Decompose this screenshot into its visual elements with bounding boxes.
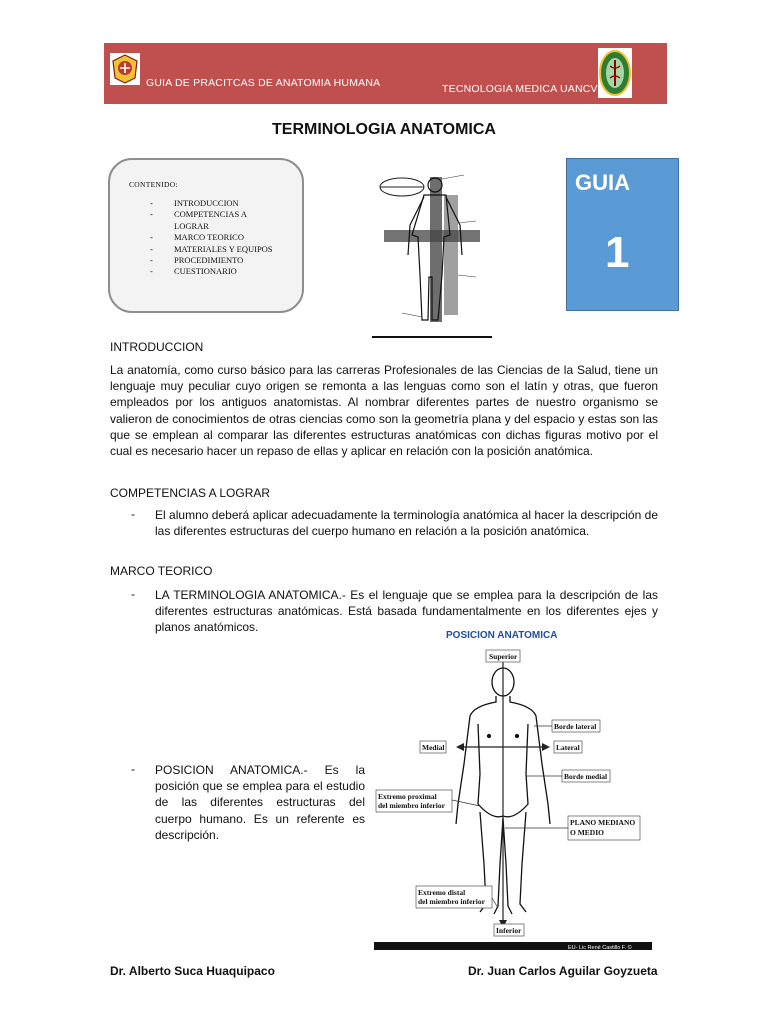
- document-title: TERMINOLOGIA ANATOMICA: [272, 121, 496, 138]
- posicion-anatomica-paragraph: POSICION ANATOMICA.- Es la posición que se emplea para el estudio de las diferentes estructuras del cuerpo humano. Es un referente es descripción.: [155, 763, 365, 842]
- intro-paragraph: La anatomía, como curso básico para las carreras Profesionales de las Ciencias de la Salud, tiene un lenguaje muy peculiar cuyo origen se remonta a las lenguas como son el latín y otras, que fueron empleados por los antiguos anatomistas. Al nombrar diferentes partes de nuestro organismo se valieron de conocimientos de otras ciencias como son la geometría plana y del espacio y estas son las que se emplean al comparar las diferentes estructuras anatómicas con dichas figuras motivo por el cual es necesario hacer un repaso de ellas y aplicar en relación con la posición anatómica.: [110, 363, 658, 459]
- contents-item: - INTRODUCCION: [150, 198, 239, 208]
- intro-heading: INTRODUCCION: [110, 340, 204, 354]
- contents-title: CONTENIDO:: [129, 180, 178, 189]
- faculty-shield-logo: [598, 48, 632, 98]
- figure-credit: EU- Lic René Castillo F. ©: [568, 945, 632, 950]
- label-borde-medial: Borde medial: [564, 772, 608, 781]
- list-dash: -: [131, 507, 135, 521]
- anatomical-planes-figure: [372, 165, 492, 343]
- footer-author-right: Dr. Juan Carlos Aguilar Goyzueta: [468, 964, 658, 978]
- footer-author-left: Dr. Alberto Suca Huaquipaco: [110, 964, 275, 978]
- label-medial: Medial: [422, 743, 445, 752]
- university-seal-logo: [109, 52, 141, 86]
- contents-item: - MARCO TEORICO: [150, 232, 244, 243]
- label-extremo-proximal-line2: del miembro inferior: [378, 801, 445, 810]
- contents-list: [150, 198, 274, 278]
- figure-title: POSICION ANATOMICA: [446, 630, 558, 641]
- competencias-paragraph: El alumno deberá aplicar adecuadamente la terminología anatómica al hacer la descripción de las diferentes estructuras del cuerpo humano en relación a la posición anatómica.: [155, 508, 658, 539]
- label-extremo-distal-line1: Extremo distal: [418, 888, 466, 897]
- contents-item: - PROCEDIMIENTO: [150, 255, 244, 266]
- competencias-heading: COMPETENCIAS A LOGRAR: [110, 486, 271, 500]
- marco-teorico-paragraph: LA TERMINOLOGIA ANATOMICA.- Es el lenguaje que se emplea para la descripción de las diferentes estructuras anatómicas. Está basada fundamentalmente en los diferentes ejes y planos anatómicos.: [155, 588, 658, 635]
- label-plano-mediano-line1: PLANO MEDIANO: [570, 818, 636, 827]
- list-dash: -: [131, 587, 135, 601]
- list-dash: -: [131, 762, 135, 776]
- label-lateral: Lateral: [556, 743, 580, 752]
- label-superior: Superior: [489, 652, 518, 661]
- contents-item: - CUESTIONARIO: [150, 266, 237, 277]
- header-department: TECNOLOGIA MEDICA UANCV: [442, 83, 598, 95]
- contents-item: - MATERIALES Y EQUIPOS: [150, 243, 273, 254]
- header-guide-title: GUIA DE PRACITCAS DE ANATOMIA HUMANA: [146, 77, 381, 89]
- label-borde-lateral: Borde lateral: [554, 722, 597, 731]
- marco-teorico-heading: MARCO TEORICO: [110, 564, 213, 578]
- anatomical-position-figure: [374, 624, 652, 950]
- guide-label: GUIA: [575, 170, 630, 195]
- label-extremo-proximal-line1: Extremo proximal: [378, 792, 437, 801]
- label-inferior: Inferior: [496, 926, 522, 935]
- guide-number: 1: [605, 228, 630, 277]
- contents-item: - COMPETENCIAS A LOGRAR: [150, 209, 247, 231]
- label-extremo-distal-line2: del miembro inferior: [418, 897, 485, 906]
- label-plano-mediano-line2: O MEDIO: [570, 828, 604, 837]
